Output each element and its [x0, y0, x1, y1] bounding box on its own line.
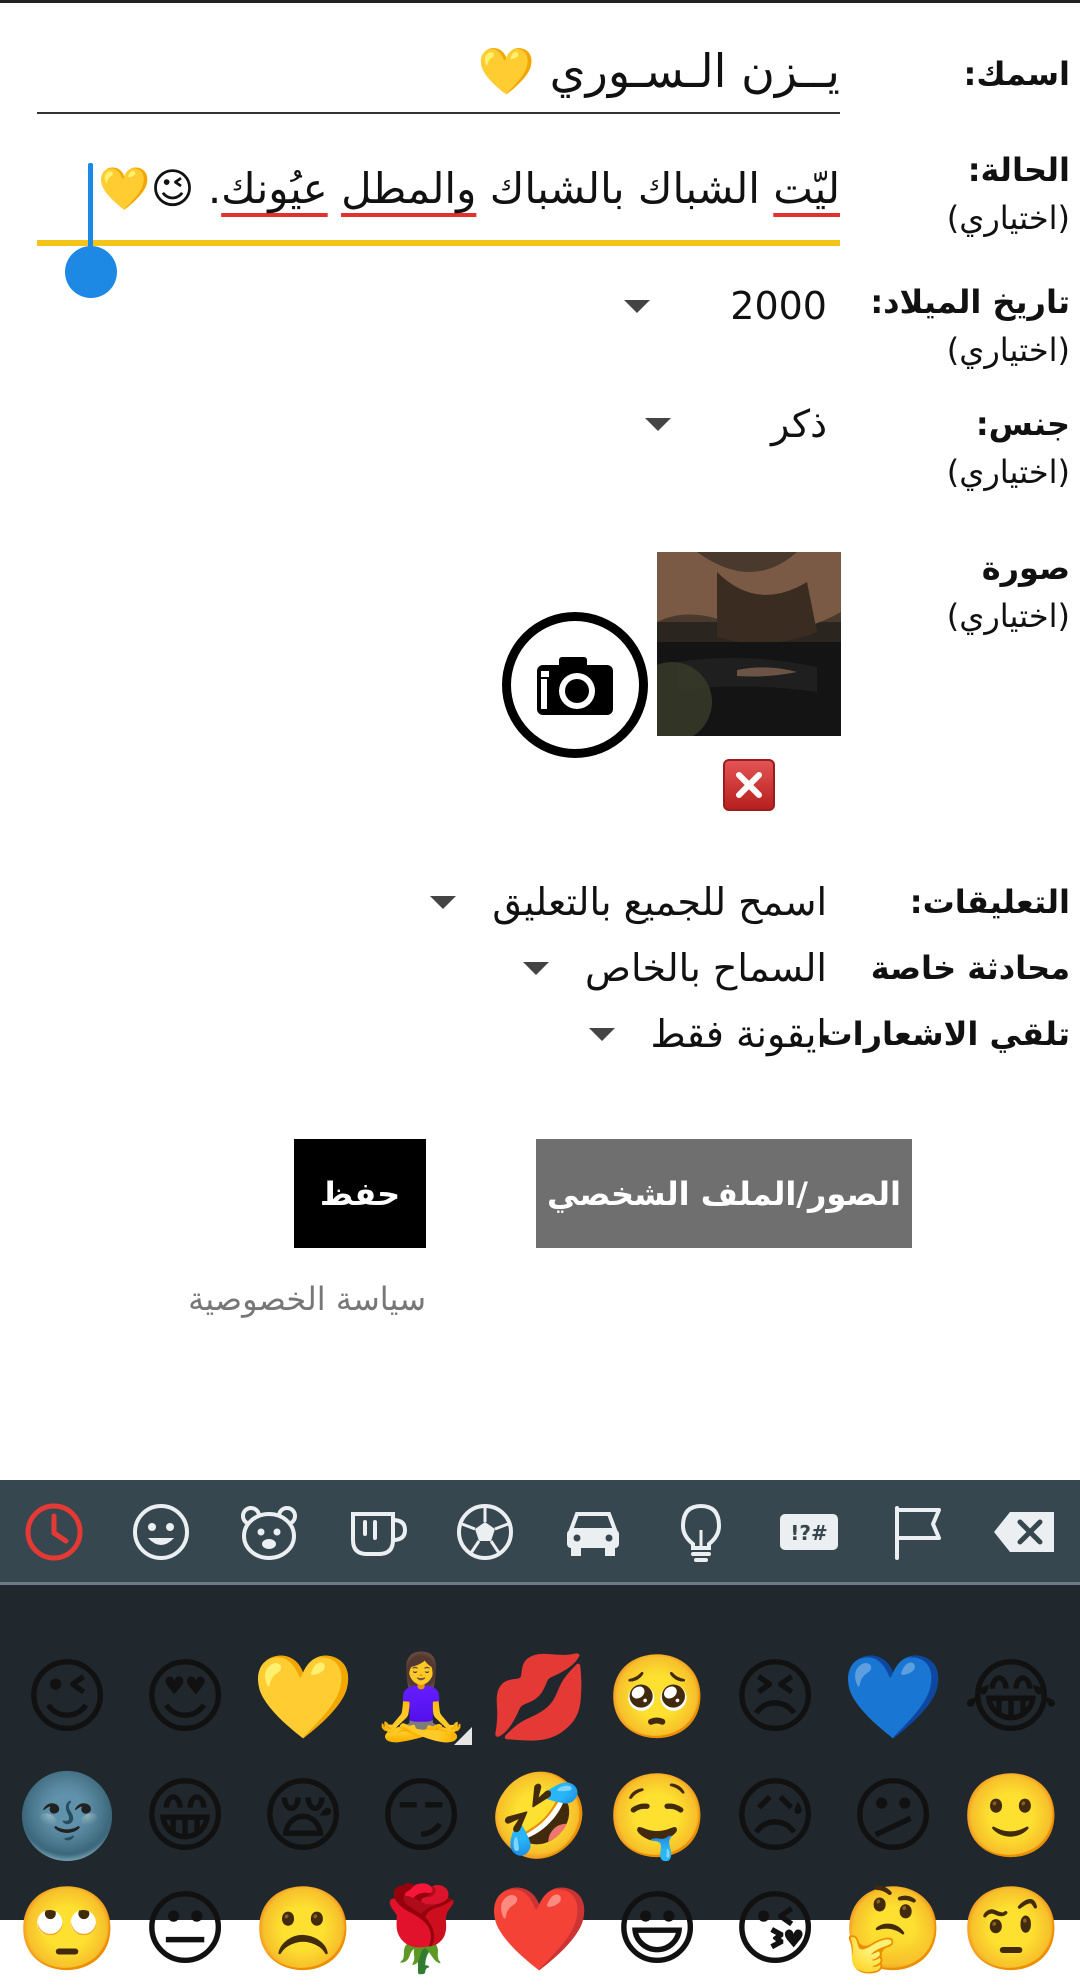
name-field[interactable]	[37, 40, 840, 114]
dropdown-caret-icon	[430, 896, 456, 909]
remove-photo-button[interactable]	[723, 759, 775, 811]
emoji-key[interactable]: 😐	[142, 1882, 228, 1977]
emoji-key[interactable]: 💋	[487, 1650, 591, 1745]
recent-clock-icon[interactable]	[22, 1500, 86, 1564]
emoji-key[interactable]: 😂	[963, 1650, 1059, 1745]
emoji-key[interactable]: 🙂	[959, 1769, 1063, 1864]
emoji-key[interactable]: 😣	[732, 1650, 818, 1745]
status-text: الشباك بالشباك	[476, 164, 774, 213]
comments-label	[910, 878, 1070, 926]
profile-photo-image	[657, 552, 841, 736]
gender-label-text: جنس:	[975, 405, 1070, 443]
notifications-label	[820, 1010, 1070, 1058]
dropdown-caret-icon	[645, 418, 671, 431]
emoji-key[interactable]: ❤️	[487, 1882, 591, 1977]
spell-word: ليّت	[773, 164, 840, 213]
dropdown-caret-icon	[624, 300, 650, 313]
spell-word: والمطل	[341, 164, 477, 213]
symbols-icon[interactable]	[777, 1500, 841, 1564]
travel-car-icon[interactable]	[561, 1500, 625, 1564]
smiley-icon[interactable]	[129, 1500, 193, 1564]
privacy-policy-link[interactable]: سياسة الخصوصية	[188, 1280, 426, 1318]
photos-profile-button[interactable]: الصور/الملف الشخصي	[536, 1139, 912, 1248]
dropdown-caret-icon	[589, 1028, 615, 1041]
status-text: . 😉💛	[98, 164, 222, 213]
name-label	[964, 50, 1070, 98]
emoji-key[interactable]: 😥	[732, 1769, 818, 1864]
variants-indicator-icon	[454, 1727, 472, 1745]
backspace-icon[interactable]	[992, 1500, 1056, 1564]
notifications-select[interactable]	[589, 1012, 827, 1056]
birthdate-label-text: تاريخ الميلاد:	[870, 283, 1070, 321]
gender-value: ذكر	[771, 402, 827, 446]
status-label	[947, 146, 1070, 242]
status-label-text: الحالة:	[967, 151, 1070, 189]
emoji-key[interactable]: 😘	[732, 1882, 818, 1977]
objects-bulb-icon[interactable]	[669, 1500, 733, 1564]
status-value	[98, 164, 840, 214]
private-chat-select[interactable]	[523, 946, 827, 990]
close-icon	[732, 768, 766, 802]
photo-label	[947, 544, 1070, 640]
sport-ball-icon[interactable]	[453, 1500, 517, 1564]
emoji-key[interactable]: 🤣	[487, 1769, 591, 1864]
name-label-text: اسمك:	[963, 55, 1070, 93]
emoji-key[interactable]: 💛	[251, 1650, 355, 1745]
gender-label	[947, 400, 1070, 496]
emoji-key[interactable]: 🌹	[369, 1882, 473, 1977]
camera-button[interactable]	[502, 612, 648, 758]
emoji-key[interactable]: 💙	[841, 1650, 945, 1745]
name-value: يــزن الـسـوري 💛	[477, 44, 840, 98]
emoji-key[interactable]: 😏	[378, 1769, 464, 1864]
birthdate-label	[870, 278, 1070, 374]
private-chat-label	[871, 944, 1070, 992]
emoji-key[interactable]: 🧘‍♀️	[369, 1650, 473, 1745]
emoji-key[interactable]: 😁	[142, 1769, 228, 1864]
photo-optional: (اختياري)	[946, 597, 1070, 635]
emoji-key[interactable]: 🥺	[605, 1650, 709, 1745]
birthdate-select[interactable]	[624, 284, 827, 328]
emoji-key[interactable]: 🌚	[15, 1769, 119, 1864]
private-chat-label-text: محادثة خاصة	[870, 949, 1070, 987]
emoji-key[interactable]: ☹️	[251, 1882, 355, 1977]
birthdate-optional: (اختياري)	[946, 331, 1070, 369]
notifications-value: ايقونة فقط	[650, 1012, 827, 1056]
symbols-label: !?#	[790, 1521, 828, 1545]
notifications-label-text: تلقي الاشعارات	[820, 1015, 1070, 1053]
status-field[interactable]	[37, 152, 840, 246]
status-text	[328, 164, 341, 213]
emoji-category-bar	[0, 1480, 1080, 1582]
emoji-key[interactable]: 😪	[260, 1769, 346, 1864]
camera-icon	[511, 621, 639, 749]
comments-value: اسمح للجميع بالتعليق	[492, 880, 827, 924]
comments-select[interactable]	[430, 880, 827, 924]
top-divider	[0, 0, 1080, 3]
animal-bear-icon[interactable]	[237, 1500, 301, 1564]
comments-label-text: التعليقات:	[909, 883, 1070, 921]
photo-label-text: صورة	[981, 549, 1070, 587]
dropdown-caret-icon	[523, 962, 549, 975]
emoji-key[interactable]: 🤤	[605, 1769, 709, 1864]
emoji-key[interactable]: 😃	[614, 1882, 700, 1977]
food-cup-icon[interactable]	[345, 1500, 409, 1564]
flags-icon[interactable]	[885, 1500, 949, 1564]
gender-select[interactable]	[645, 402, 827, 446]
spell-word: عيُونك	[221, 164, 328, 213]
profile-photo[interactable]	[657, 552, 841, 736]
emoji-key[interactable]: 🤔	[841, 1882, 945, 1977]
private-chat-value: السماح بالخاص	[585, 946, 827, 990]
birthdate-value: 2000	[730, 284, 827, 328]
cursor-handle[interactable]	[65, 246, 117, 298]
emoji-key[interactable]: 😍	[142, 1650, 228, 1745]
emoji-key[interactable]: 😕	[850, 1769, 936, 1864]
emoji-grid	[0, 1585, 1080, 1977]
emoji-key[interactable]: 🙄	[15, 1882, 119, 1977]
gender-optional: (اختياري)	[946, 453, 1070, 491]
emoji-key[interactable]: 😉	[24, 1650, 110, 1745]
emoji-key[interactable]: 🤨	[959, 1882, 1063, 1977]
save-button[interactable]: حفظ	[294, 1139, 426, 1248]
status-optional: (اختياري)	[946, 199, 1070, 237]
